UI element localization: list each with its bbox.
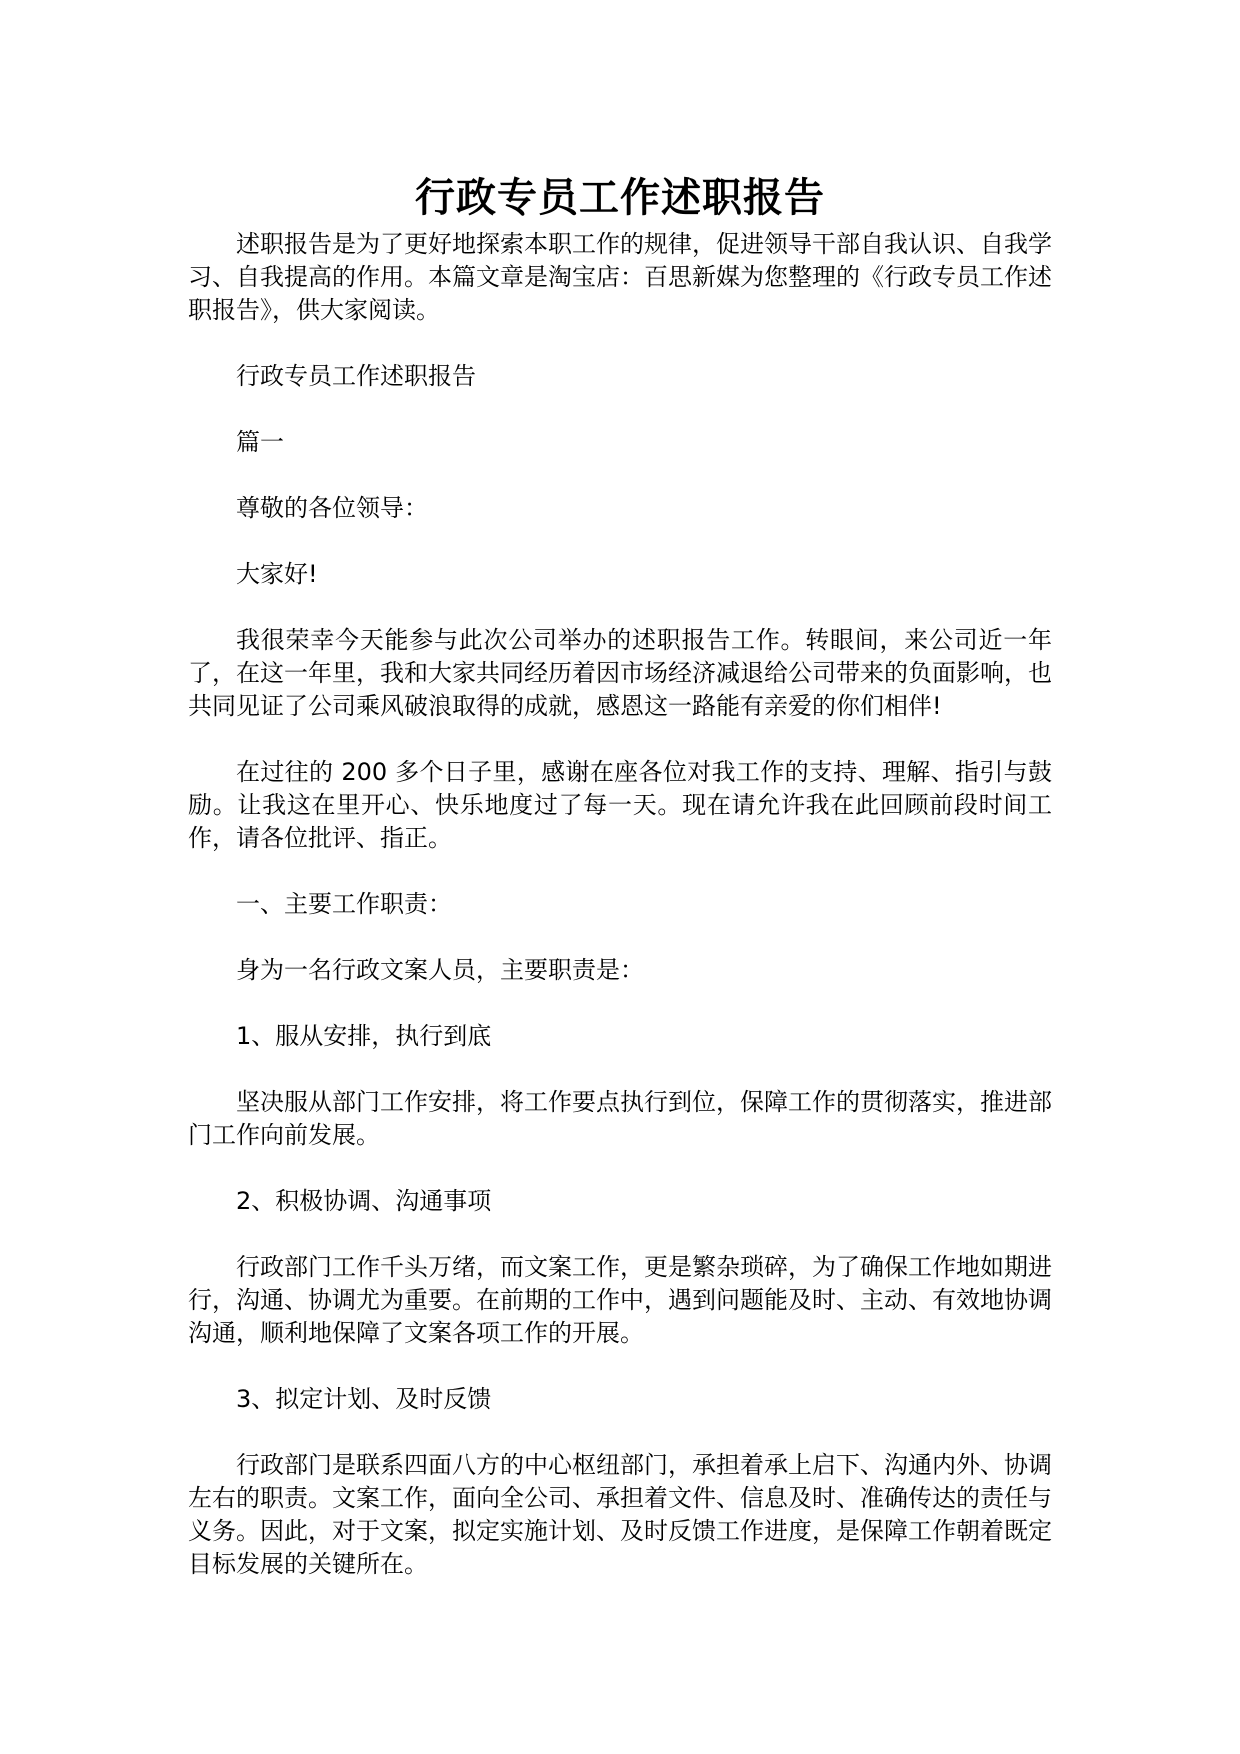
intro-paragraph: 述职报告是为了更好地探索本职工作的规律，促进领导干部自我认识、自我学习、自我提高的作用。本篇文章是淘宝店：百思新媒为您整理的《行政专员工作述职报告》，供大家阅读。 xyxy=(188,230,1052,324)
greeting: 大家好! xyxy=(236,560,318,588)
report-heading: 行政专员工作述职报告 xyxy=(236,362,476,390)
body-paragraph: 在过往的 200 多个日子里，感谢在座各位对我工作的支持、理解、指引与鼓励。让我这在里开心、快乐地度过了每一天。现在请允许我在此回顾前段时间工作，请各位批评、指正。 xyxy=(188,758,1052,852)
document-title: 行政专员工作述职报告 xyxy=(415,175,825,221)
item-heading: 2、积极协调、沟通事项 xyxy=(236,1187,492,1215)
section-heading: 一、主要工作职责： xyxy=(236,890,452,918)
document-page xyxy=(188,170,1052,1614)
body-paragraph: 行政部门是联系四面八方的中心枢纽部门，承担着承上启下、沟通内外、协调左右的职责。文案工作，面向全公司、承担着文件、信息及时、准确传达的责任与义务。因此，对于文案，拟定实施计划、及时反馈工作进度，是保障工作朝着既定目标发展的关键所在。 xyxy=(188,1451,1052,1578)
item-heading: 1、服从安排，执行到底 xyxy=(236,1022,492,1050)
body-paragraph: 坚决服从部门工作安排，将工作要点执行到位，保障工作的贯彻落实，推进部门工作向前发展。 xyxy=(188,1088,1052,1149)
salutation: 尊敬的各位领导： xyxy=(236,494,428,522)
body-paragraph: 行政部门工作千头万绪，而文案工作，更是繁杂琐碎，为了确保工作地如期进行，沟通、协调尤为重要。在前期的工作中，遇到问题能及时、主动、有效地协调沟通，顺利地保障了文案各项工作的开展。 xyxy=(188,1253,1052,1347)
body-paragraph: 我很荣幸今天能参与此次公司举办的述职报告工作。转眼间，来公司近一年了，在这一年里，我和大家共同经历着因市场经济减退给公司带来的负面影响，也共同见证了公司乘风破浪取得的成就，感恩这一路能有亲爱的你们相伴! xyxy=(188,626,1052,720)
body-paragraph: 身为一名行政文案人员，主要职责是： xyxy=(236,956,644,984)
section-label: 篇一 xyxy=(236,428,284,456)
item-heading: 3、拟定计划、及时反馈 xyxy=(236,1385,492,1413)
